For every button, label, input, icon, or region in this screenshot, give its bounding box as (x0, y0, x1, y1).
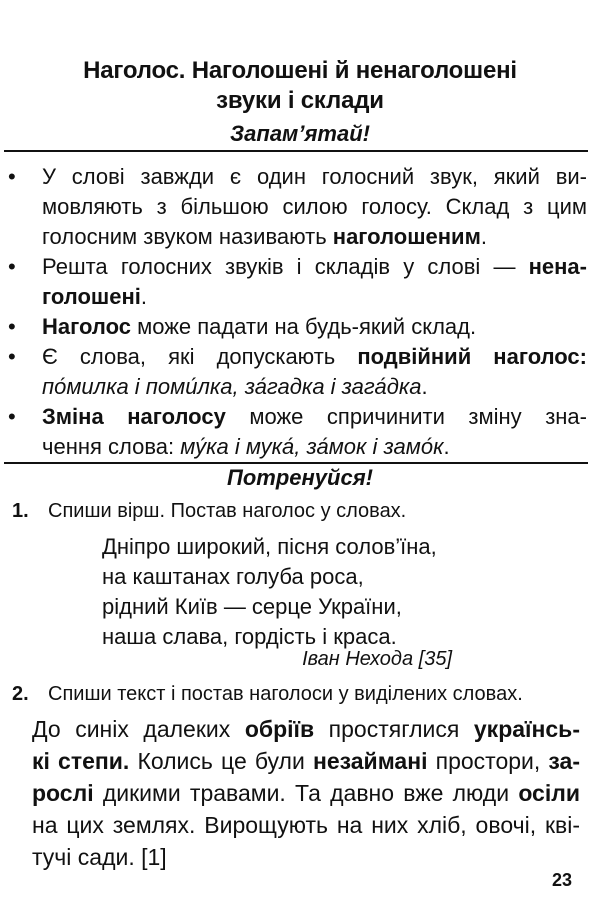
term-double-stress: подвійний наголос: (357, 344, 587, 369)
bullet-icon: • (8, 254, 16, 279)
poem-line: рідний Київ — серце України, (102, 594, 402, 619)
task-2-text-line-1: До синіх далеких обріїв простяглися українсь- (32, 716, 580, 742)
rule-4-line-2: по́милка і поми́лка, за́гадка і зага́дка. (42, 374, 428, 399)
example-double-stress: по́милка і поми́лка, за́гадка і зага́дка (42, 374, 422, 399)
rule-2-line-1: Решта голосних звуків і складів у слові — нена- (42, 254, 587, 279)
task-2-text-line-4: на цих землях. Вирощують на них хліб, овочі, кві- (32, 812, 580, 838)
rule-2-line-2: голошені. (42, 284, 147, 309)
example-meaning-change: му́ка і мука́, за́мок і замо́к (180, 434, 444, 459)
poem-line: наша слава, гордість і краса. (102, 624, 397, 649)
task-1-instruction: Спиши вірш. Постав наголос у словах. (48, 500, 407, 522)
bullet-icon: • (8, 404, 16, 429)
task-2-text-line-3: рослі дикими травами. Та давно вже люди осіли (32, 780, 580, 806)
poem-line: Дніпро широкий, пісня солов’їна, (102, 534, 437, 559)
page-title: Наголос. Наголошені й ненаголошені (83, 57, 517, 84)
bullet-icon: • (8, 314, 16, 339)
page-title-line-2: звуки і склади (216, 87, 384, 114)
task-2-text-line-2: кі степи. Колись це були незаймані простори, за- (32, 748, 580, 774)
rule-4-line-1: Є слова, які допускають подвійний наголос: (42, 344, 587, 369)
task-2-text-line-5: тучі сади. [1] (32, 844, 167, 870)
task-1-number: 1. (12, 500, 29, 522)
page-number: 23 (551, 870, 572, 890)
term-stress-change: Зміна наголосу (42, 404, 226, 429)
term-stressed: наголошеним (332, 224, 481, 249)
rule-1-line-1: У слові завжди є один голосний звук, який ви- (42, 164, 587, 189)
rule-5-line-1: Зміна наголосу може спричинити зміну зна- (42, 404, 587, 429)
rule-1-line-3: голосним звуком називають наголошеним. (42, 224, 487, 249)
bullet-icon: • (8, 164, 16, 189)
task-2-number: 2. (12, 683, 29, 705)
rule-5-line-2: чення слова: му́ка і мука́, за́мок і замо́к. (42, 434, 450, 459)
remember-heading: Запам’ятай! (230, 121, 370, 146)
bullet-icon: • (8, 344, 16, 369)
rule-3: Наголос може падати на будь-який склад. (42, 314, 477, 339)
poem-line: на каштанах голуба роса, (102, 564, 364, 589)
poem-author: Іван Нехода [35] (302, 648, 452, 670)
rule-1-line-2: мовляють з більшою силою голосу. Склад з цим (42, 194, 587, 219)
term-unstressed: голошені (42, 284, 141, 309)
task-2-instruction: Спиши текст і постав наголоси у виділених словах. (48, 683, 523, 705)
divider-remember (4, 150, 588, 152)
practice-heading: Потренуйся! (227, 465, 373, 490)
term-stress: Наголос (42, 314, 131, 339)
